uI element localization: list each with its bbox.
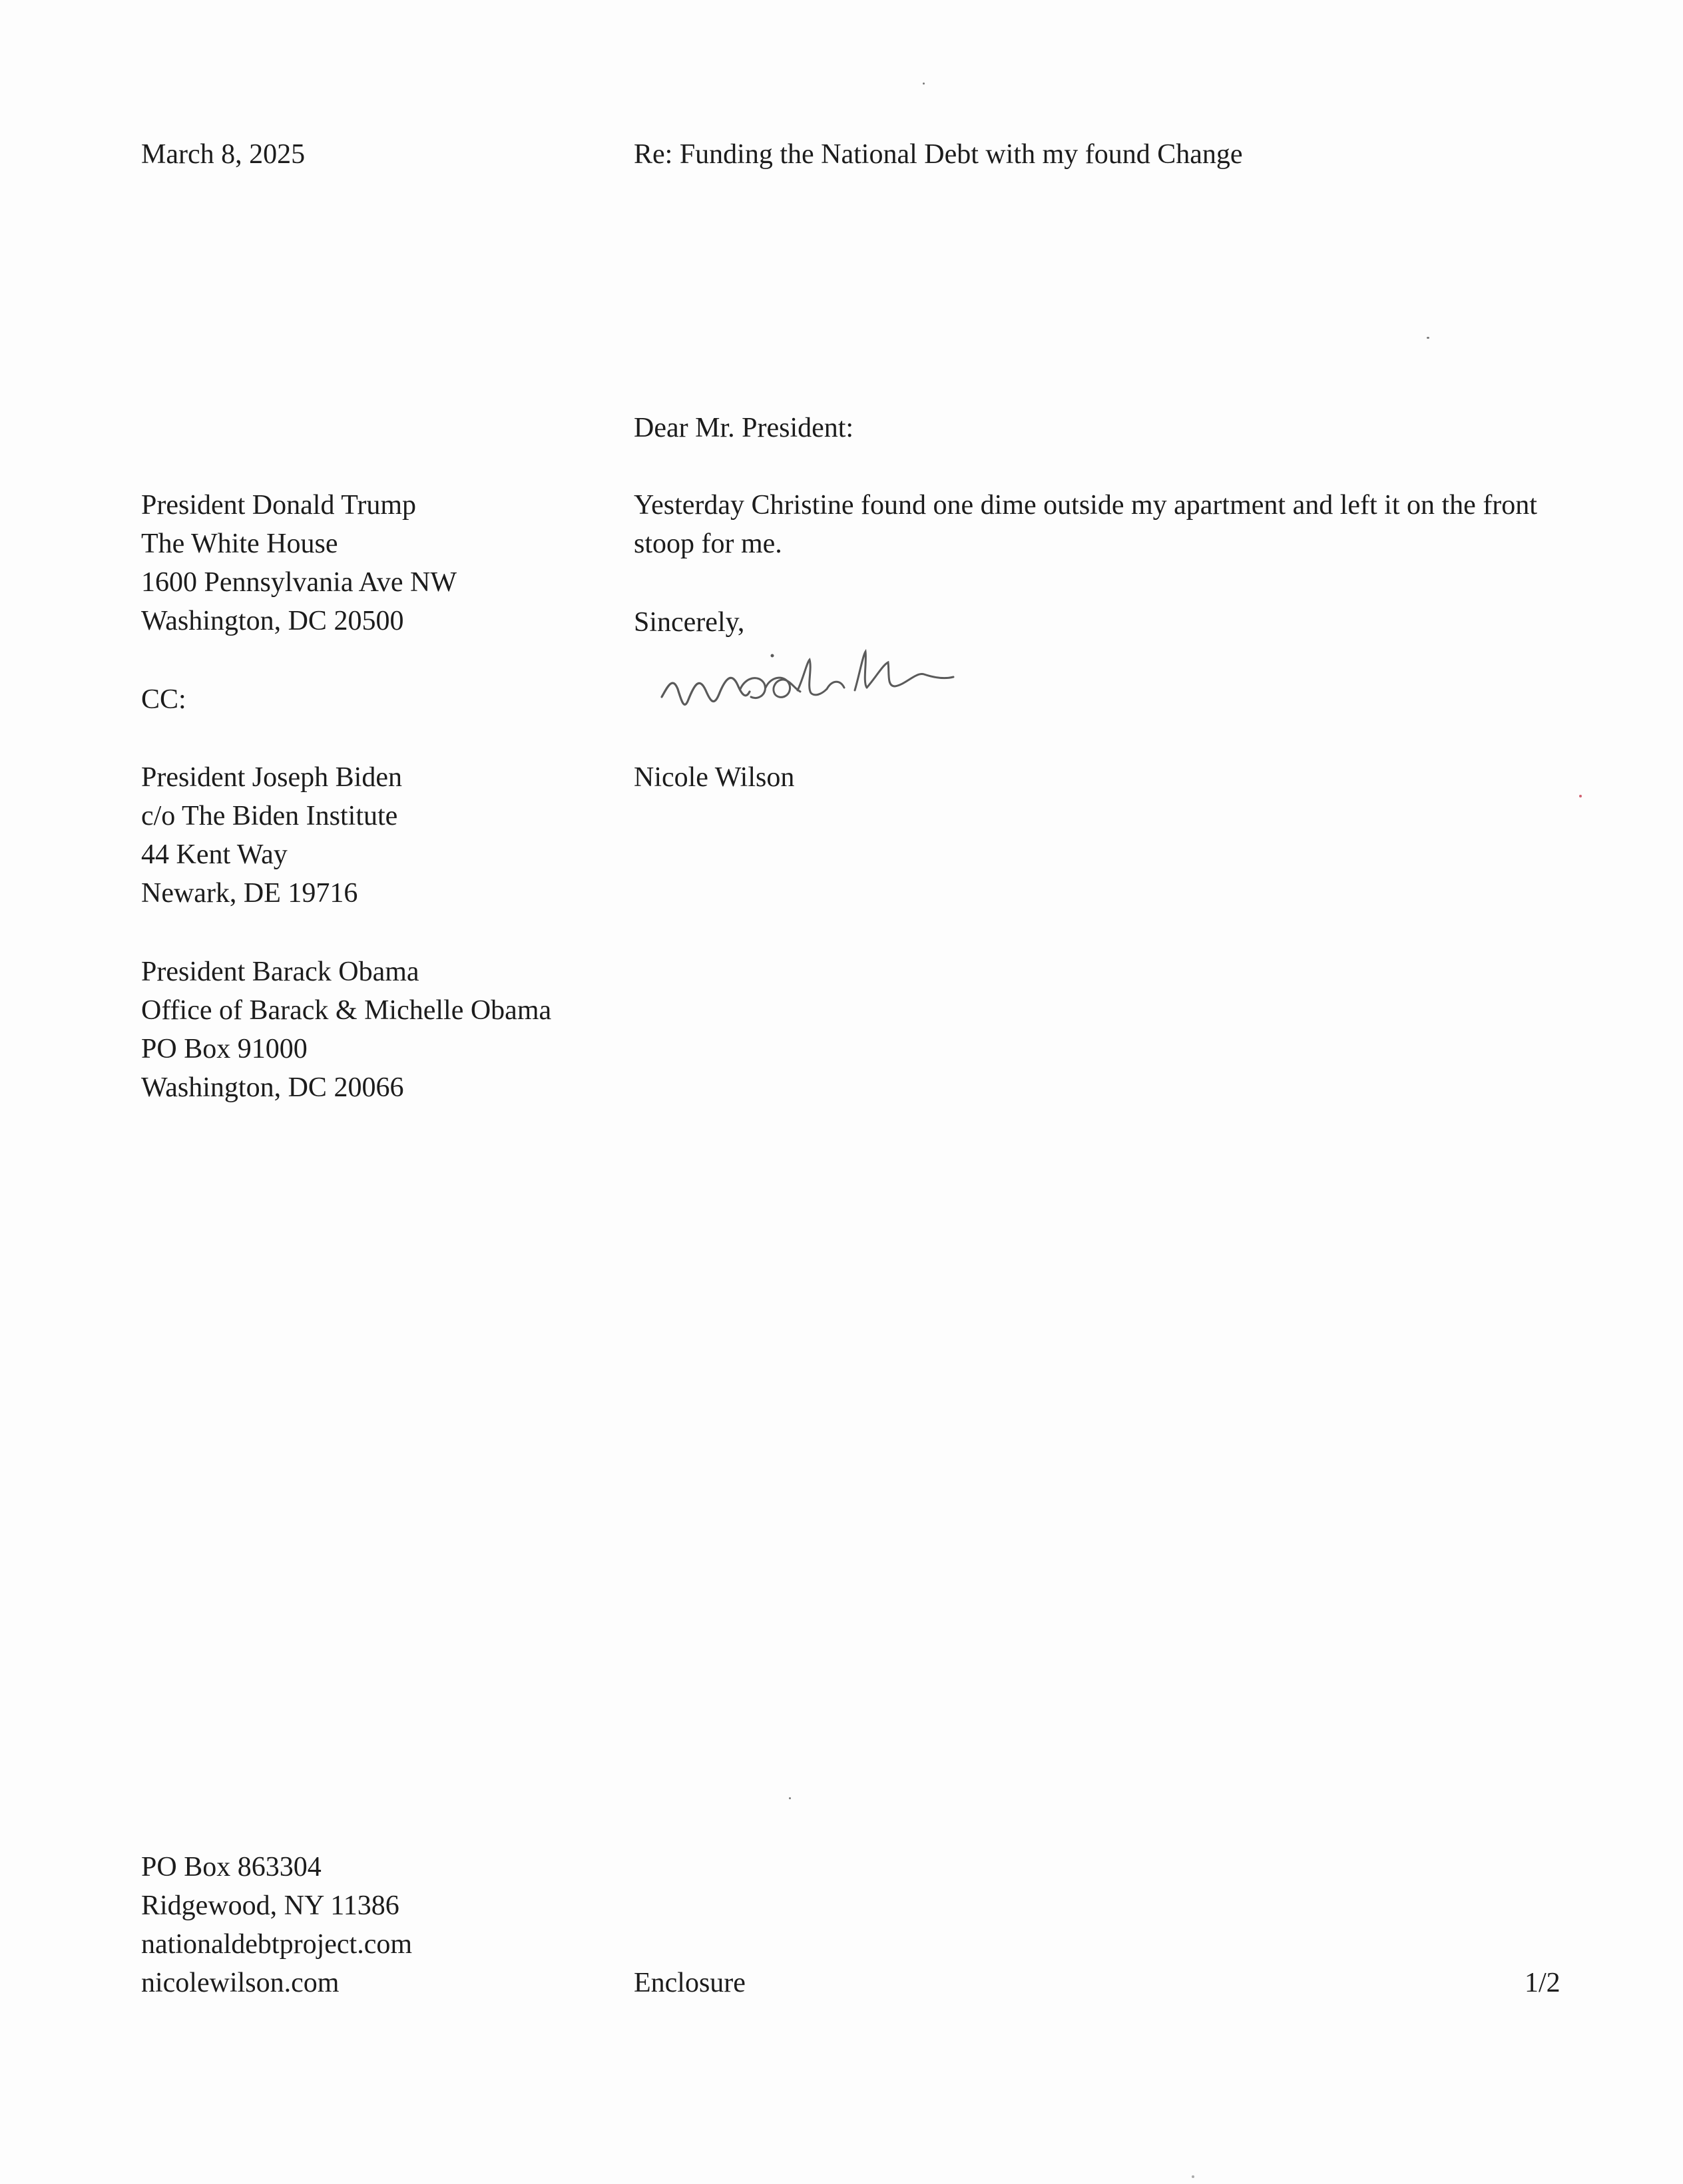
scan-speck	[1427, 337, 1429, 339]
cc-label: CC:	[141, 684, 186, 715]
page-number: 1/2	[1525, 1968, 1561, 1998]
address-line: c/o The Biden Institute	[141, 801, 398, 831]
cc-address-obama	[141, 953, 551, 1107]
address-line: Office of Barack & Michelle Obama	[141, 995, 552, 1026]
website-text: nationaldebtproject.com	[141, 1929, 413, 1960]
cc-address-biden	[141, 758, 402, 913]
scan-speck	[1579, 795, 1582, 797]
address-line: 1600 Pennsylvania Ave NW	[141, 567, 457, 598]
signer-name: Nicole Wilson	[634, 762, 795, 793]
letter-body: Yesterday Christine found one dime outside my apartment and left it on the front stoop for me.	[634, 490, 1537, 559]
letter-date: March 8, 2025	[141, 139, 306, 170]
address-line: PO Box 863304	[141, 1852, 322, 1882]
sender-address	[141, 1848, 412, 2002]
address-line: Washington, DC 20500	[141, 606, 404, 636]
website-text: nicolewilson.com	[141, 1968, 340, 1998]
address-line: Newark, DE 19716	[141, 878, 358, 909]
address-line: President Joseph Biden	[141, 762, 402, 793]
address-line: 44 Kent Way	[141, 839, 288, 870]
address-line: President Barack Obama	[141, 957, 419, 987]
closing: Sincerely,	[634, 607, 745, 638]
enclosure-note: Enclosure	[634, 1968, 746, 1998]
scan-speck	[1192, 2175, 1194, 2178]
address-line: PO Box 91000	[141, 1034, 308, 1064]
scan-speck	[923, 83, 925, 85]
address-line: The White House	[141, 529, 338, 559]
salutation: Dear Mr. President:	[634, 413, 854, 443]
handwritten-signature	[652, 636, 965, 740]
scan-speck	[789, 1797, 791, 1799]
address-line: President Donald Trump	[141, 490, 417, 521]
subject-line: Re: Funding the National Debt with my found Change	[634, 139, 1243, 170]
address-line: Washington, DC 20066	[141, 1072, 404, 1103]
recipient-address	[141, 486, 457, 640]
address-line: Ridgewood, NY 11386	[141, 1890, 399, 1921]
